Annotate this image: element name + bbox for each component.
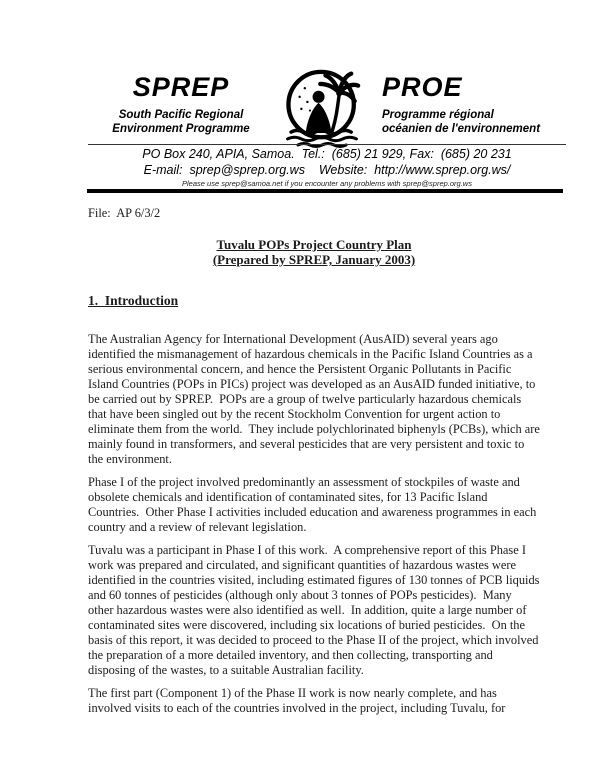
sprep-island-logo-icon	[276, 65, 368, 151]
letterhead-right	[368, 60, 568, 151]
sprep-org-name-line2: Environment Programme	[112, 123, 250, 135]
document-title: Tuvalu POPs Project Country Plan	[216, 237, 412, 252]
sprep-org-name	[86, 108, 276, 136]
proe-org-name-line1: Programme régional	[382, 109, 494, 121]
letterhead-left	[86, 60, 276, 151]
divider-thin	[88, 144, 566, 145]
sprep-logo	[276, 60, 368, 151]
document-subtitle: (Prepared by SPREP, January 2003)	[212, 252, 416, 267]
proe-org-name	[382, 108, 568, 136]
paragraph-3: Tuvalu was a participant in Phase I of this work. A comprehensive report of this Phase I work was prepared and circulated, and significant quantities of hazardous wastes were identified in the countries visited, including estimated figures of 130 tonnes of PCB liquids and 60 tonnes of pesticides (although only about 3 tonnes of POPs pesticides). Many other hazardous wastes were also identified as well. In addition, quite a large number of contaminated sites were discovered, including six locations of buried pesticides. On the basis of this report, it was decided to proceed to the Phase II of the project, which involved the preparation of a more detailed inventory, and then collecting, transporting and disposing of the wastes, to a suitable Australian facility.	[88, 543, 543, 677]
address-block	[88, 147, 566, 189]
letterhead	[86, 60, 568, 151]
divider-thick	[87, 189, 563, 193]
sprep-acronym: SPREP	[132, 72, 230, 102]
person-silhouette	[306, 91, 332, 133]
proe-acronym: PROE	[382, 72, 463, 102]
proe-org-name-line2: océanien de l'environnement	[382, 123, 541, 135]
paragraph-2: Phase I of the project involved predominantly an assessment of stockpiles of waste and obsolete chemicals and identification of contaminated sites, for 13 Pacific Island Countries. Other Phase I activities included education and awareness programmes in each country and a review of relevant legislation.	[88, 475, 540, 534]
title-block	[88, 237, 540, 267]
stars	[298, 87, 311, 112]
paragraph-4: The first part (Component 1) of the Phase II work is now nearly complete, and has involved visits to each of the countries involved in the project, including Tuvalu, for	[88, 686, 506, 715]
file-reference: File: AP 6/3/2	[88, 206, 161, 220]
address-note: Please use sprep@samoa.net if you encounter any problems with sprep@sprep.org.ws	[182, 179, 472, 188]
section-heading-introduction: 1. Introduction	[88, 293, 179, 308]
paragraph-1: The Australian Agency for International Development (AusAID) several years ago identified the mismanagement of hazardous chemicals in the Pacific Island Countries as a serious environmental concern, and hence the Persistent Organic Pollutants in Pacific Island Countries (POPs in PICs) project was developed as an AusAID funded initiative, to be carried out by SPREP. POPs are a group of twelve particularly hazardous chemicals that have been singled out by the recent Stockholm Convention for urgent action to eliminate them from the world. They include polychlorinated biphenyls (PCBs), which are mainly found in transformers, and several pesticides that are very persistent and toxic to the environment.	[88, 332, 544, 466]
address-line: PO Box 240, APIA, Samoa. Tel.: (685) 21 929, Fax: (685) 20 231	[142, 147, 512, 161]
sprep-org-name-line1: South Pacific Regional	[118, 109, 244, 121]
email-website-line: E-mail: sprep@sprep.org.ws Website: http://www.sprep.org.ws/	[143, 162, 511, 177]
document-content	[88, 206, 544, 716]
